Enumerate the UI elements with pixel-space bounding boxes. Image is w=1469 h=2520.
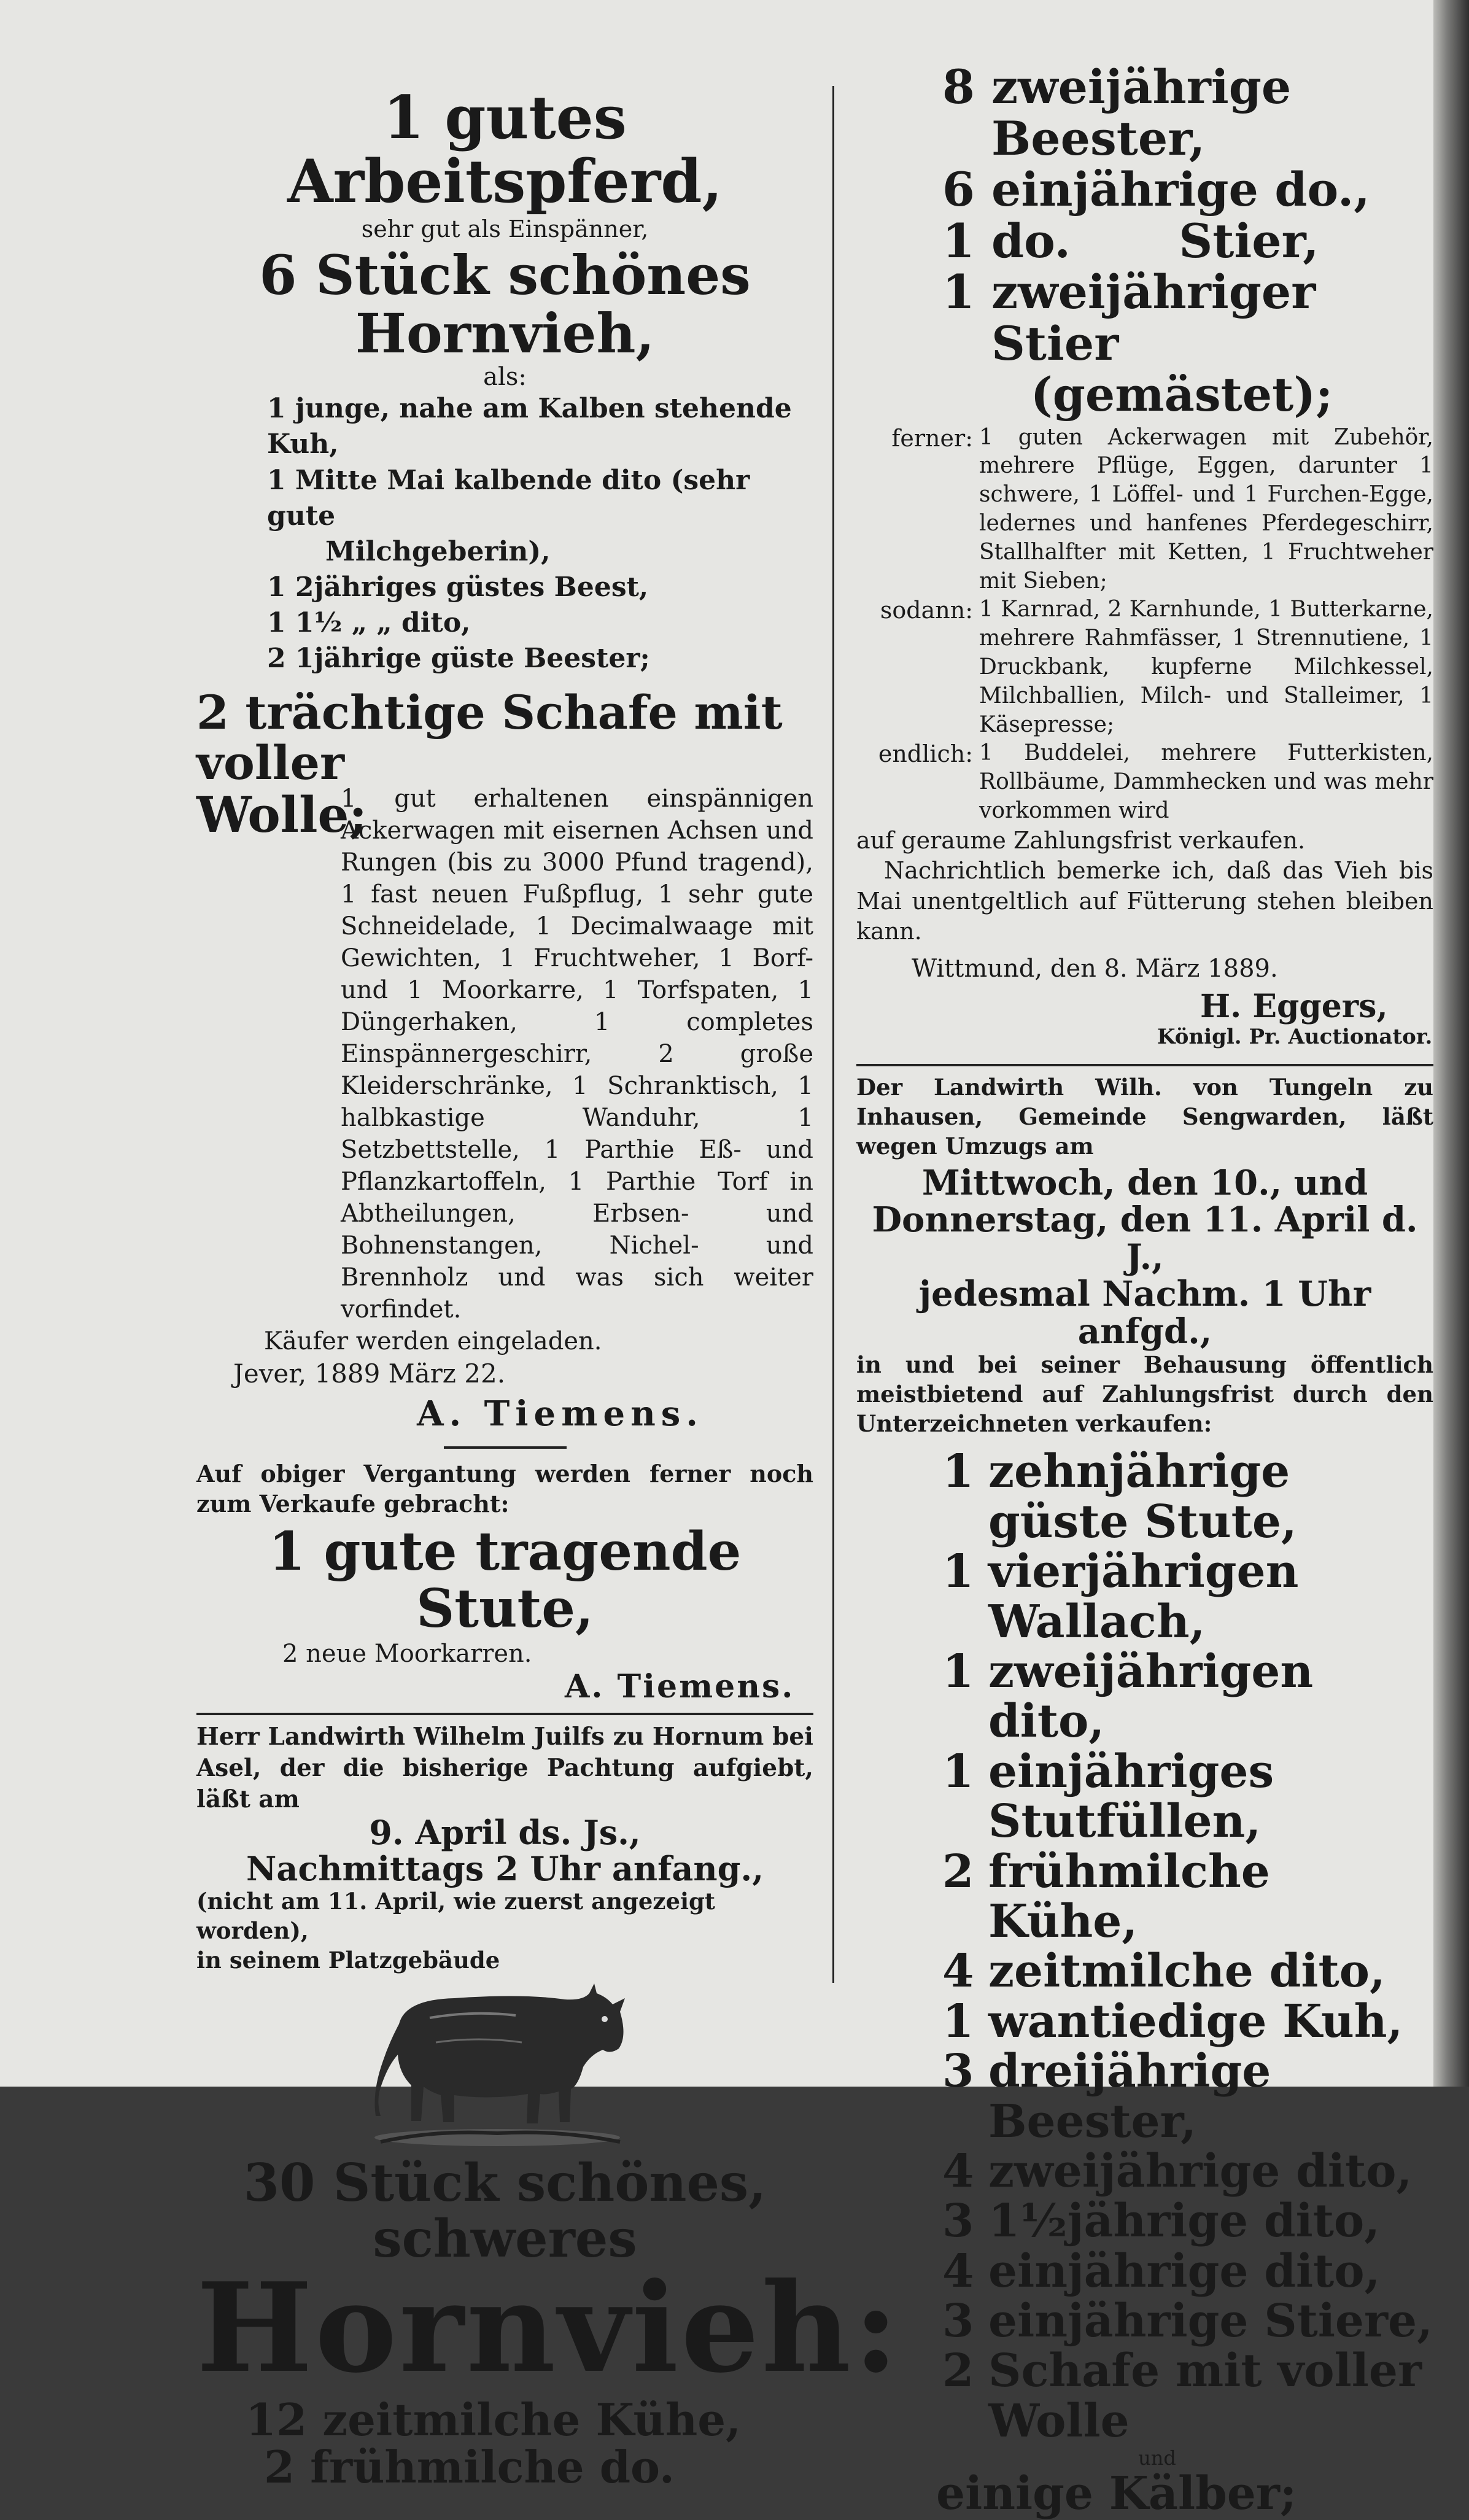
list-count: 1 — [942, 1995, 974, 2048]
endlich-text: 1 Buddelei, mehrere Futterkisten, Rollbäume, Dammhecken und was mehr vorkommen wird — [979, 740, 1433, 823]
ferner-text: 1 guten Ackerwagen mit Zubehör, mehrere Pflüge, Eggen, darunter 1 schwere, 1 Löffel- und 1 Furchen-Egge, ledernes und hanfenes Pferdegeschirr, Stallhalfter mit Ketten, 1 Fruchtweher mit Sieben; — [979, 424, 1433, 594]
list-text: do. Stier, — [991, 213, 1319, 268]
list-text: frühmilche Kühe, — [988, 1845, 1270, 1948]
ad2-paragraph: Auf obiger Vergantung werden ferner noch zum Verkaufe gebracht: — [196, 1459, 813, 1518]
last-line: einige Kälber; — [936, 2467, 1297, 2520]
list-item — [942, 2244, 1433, 2298]
ad1-title: 1 gutes Arbeitspferd, — [287, 83, 723, 216]
ad2-right-date1: Mittwoch, den 10., und — [921, 1162, 1368, 1203]
cow-illustration — [362, 1969, 632, 2153]
list-count: 1 — [942, 265, 975, 320]
ad1-date: Jever, 1889 März 22. — [233, 1358, 506, 1389]
section-rule — [196, 1713, 813, 1715]
ad3-paragraph: Herr Landwirth Wilhelm Juilfs zu Hornum bei Asel, der die bisherige Pachtung aufgiebt, läßt am — [196, 1723, 813, 1813]
list-count: 1 — [942, 213, 975, 268]
ad1-signature: A. Tiemens. — [417, 1394, 703, 1435]
left-column — [196, 61, 901, 2494]
list-count: 3 — [942, 2295, 974, 2348]
list-count: 1 — [942, 1445, 974, 1498]
ad3-place: in seinem Platzgebäude — [196, 1947, 500, 1974]
ad1-items — [196, 391, 813, 677]
list-count: 1 — [942, 1745, 974, 1798]
ad1-item: 1 2jähriges güstes Beest, — [267, 571, 649, 603]
ad1-item: 1 junge, nahe am Kalben stehende Kuh, — [267, 393, 792, 460]
list-item — [942, 2144, 1433, 2198]
nachricht-paragraph: Nachrichtlich bemerke ich, daß das Vieh bis Mai unentgeltlich auf Fütterung stehen bleiben kann. — [856, 857, 1433, 945]
right-list1 — [856, 61, 1433, 370]
ad1-item: 2 1jährige güste Beester; — [267, 642, 650, 674]
list-item — [942, 266, 1433, 369]
list-text: wantiedige Kuh, — [988, 1995, 1403, 2048]
list-count: 8 — [942, 60, 975, 114]
sodann-block — [856, 595, 1433, 739]
short-rule — [444, 1446, 567, 1449]
ad2-right-date3: jedesmal Nachm. 1 Uhr anfgd., — [918, 1274, 1371, 1352]
list-count: 2 — [942, 1845, 974, 1898]
ad3-time: Nachmittags 2 Uhr anfang., — [246, 1848, 764, 1888]
list-count: 4 — [942, 1945, 974, 1998]
list-text: zweijährigen dito, — [988, 1645, 1314, 1748]
sodann-text: 1 Karnrad, 2 Karnhunde, 1 Butterkarne, mehrere Rahmfässer, 1 Strennutiene, 1 Druckbank, kupferne Milchkessel, Milchballien, Milch- und Stalleimer, 1 Käsepresse; — [979, 597, 1433, 737]
list-text: einjährige do., — [991, 162, 1370, 217]
list-item — [942, 1747, 1433, 1847]
list-count: 3 — [942, 2045, 974, 2098]
ad3-headline: 30 Stück schönes, schweres — [243, 2152, 767, 2270]
zahlung-line: auf geraume Zahlungsfrist verkaufen. — [856, 826, 1306, 854]
list-item — [942, 215, 1433, 267]
ad2-headline: 1 gute tragende Stute, — [268, 1521, 742, 1640]
list-item — [942, 1847, 1433, 1947]
list-text: zweijähriger Stier — [991, 265, 1316, 371]
list-count: 3 — [942, 2195, 974, 2248]
list-text: einjähriges Stutfüllen, — [988, 1745, 1274, 1848]
list-item — [942, 2346, 1433, 2446]
right-list2 — [856, 1447, 1433, 2446]
column-rule — [832, 86, 834, 1983]
list-count: 4 — [942, 2144, 974, 2198]
right-signature-title: Königl. Pr. Auctionator. — [1157, 1024, 1433, 1049]
list-item — [942, 1447, 1433, 1547]
ad3-date: 9. April ds. Js., — [369, 1813, 641, 1853]
ad3-line2: 2 frühmilche do. — [264, 2441, 675, 2494]
ad2-signature: A. Tiemens. — [565, 1668, 795, 1706]
ferner-block — [856, 424, 1433, 596]
ferner-label: ferner: — [891, 424, 973, 452]
ad2-right-paragraph: Der Landwirth Wilh. von Tungeln zu Inhausen, Gemeinde Sengwarden, läßt wegen Umzugs am — [856, 1073, 1433, 1160]
ad1-als: als: — [483, 363, 527, 392]
ad1-subtitle: sehr gut als Einspänner, — [361, 215, 649, 243]
list-item — [942, 61, 1433, 164]
list-item — [942, 1947, 1433, 1996]
sodann-label: sodann: — [880, 597, 973, 624]
endlich-block — [856, 739, 1433, 825]
ad3-huge: Hornvieh: — [196, 2255, 901, 2400]
list-item — [942, 2047, 1433, 2147]
list-text: zeitmilche dito, — [988, 1945, 1386, 1998]
ad1-title2: 6 Stück schönes Hornvieh, — [259, 243, 751, 366]
list-text: vierjährigen Wallach, — [988, 1545, 1299, 1648]
ad1-title3b: Wolle; — [196, 786, 367, 844]
list-item — [942, 1547, 1433, 1647]
ad2-right-date2: Donnerstag, den 11. April d. J., — [872, 1200, 1418, 1277]
list-text: zweijährige dito, — [988, 2144, 1413, 2198]
ad2-subline: 2 neue Moorkarren. — [282, 1640, 532, 1669]
right-date: Wittmund, den 8. März 1889. — [912, 955, 1278, 983]
endlich-label: endlich: — [878, 740, 973, 768]
list-count: 6 — [942, 162, 975, 217]
ad1-buyers: Käufer werden eingeladen. — [264, 1327, 602, 1355]
list-item — [942, 164, 1433, 215]
list-count: 4 — [942, 2244, 974, 2298]
ad1-paragraph: 1 gut erhaltenen einspännigen Ackerwagen mit eisernen Achsen und Rungen (bis zu 3000 Pfund tragend), 1 fast neuen Fußpflug, 1 sehr gute Schneidelade, 1 Decimalwaage mit Gewichten, 1 Fruchtweher, 1 Borf- und 1 Moorkarre, 1 Torfspaten, 1 Düngerhaken, 1 completes Einspännergeschirr, 2 große Kleiderschränke, 1 Schranktisch, 1 halbkastige Wanduhr, 1 Setzbettstelle, 1 Parthie Eß- und Pflanzkartoffeln, 1 Parthie Torf in Abtheilungen, Erbsen- und Bohnenstangen, Nichel- und Brennholz und was sich weiter vorfindet. — [341, 784, 813, 1324]
right-signature: H. Eggers, — [1200, 988, 1388, 1026]
list-count: 2 — [942, 2344, 974, 2398]
list-text: Schafe mit voller Wolle — [988, 2344, 1422, 2448]
ad1-item: 1 Mitte Mai kalbende dito (sehr gute — [267, 464, 750, 532]
gemaestet-line: (gemästet); — [1030, 366, 1333, 422]
ad3-line1: 12 zeitmilche Kühe, — [246, 2393, 742, 2446]
list-text: zweijährige Beester, — [991, 60, 1292, 166]
list-text: 1½jährige dito, — [988, 2195, 1381, 2248]
list-text: dreijährige Beester, — [988, 2045, 1271, 2148]
list-text: einjährige Stiere, — [988, 2295, 1433, 2348]
ad1-item: 1 1½ „ „ dito, — [267, 607, 471, 638]
list-count: 1 — [942, 1645, 974, 1698]
ad3-note: (nicht am 11. April, wie zuerst angezeigt worden), — [196, 1888, 716, 1945]
right-column — [856, 60, 1433, 2520]
page-edge — [1433, 0, 1469, 2087]
ad1-title3a: 2 trächtige Schafe mit voller — [196, 685, 783, 791]
list-item — [942, 2196, 1433, 2246]
und-line: und — [1138, 2446, 1176, 2470]
list-text: einjährige dito, — [988, 2244, 1381, 2298]
section-rule — [856, 1064, 1433, 1066]
ad2-right-paragraph2: in und bei seiner Behausung öffentlich meistbietend auf Zahlungsfrist durch den Unterzeichneten verkaufen: — [856, 1351, 1433, 1438]
list-item — [942, 1647, 1433, 1747]
ad1-item: Milchgeberin), — [325, 535, 551, 567]
list-item — [942, 2297, 1433, 2346]
list-count: 1 — [942, 1545, 974, 1599]
list-text: zehnjährige güste Stute, — [988, 1445, 1297, 1548]
list-item — [942, 1997, 1433, 2047]
